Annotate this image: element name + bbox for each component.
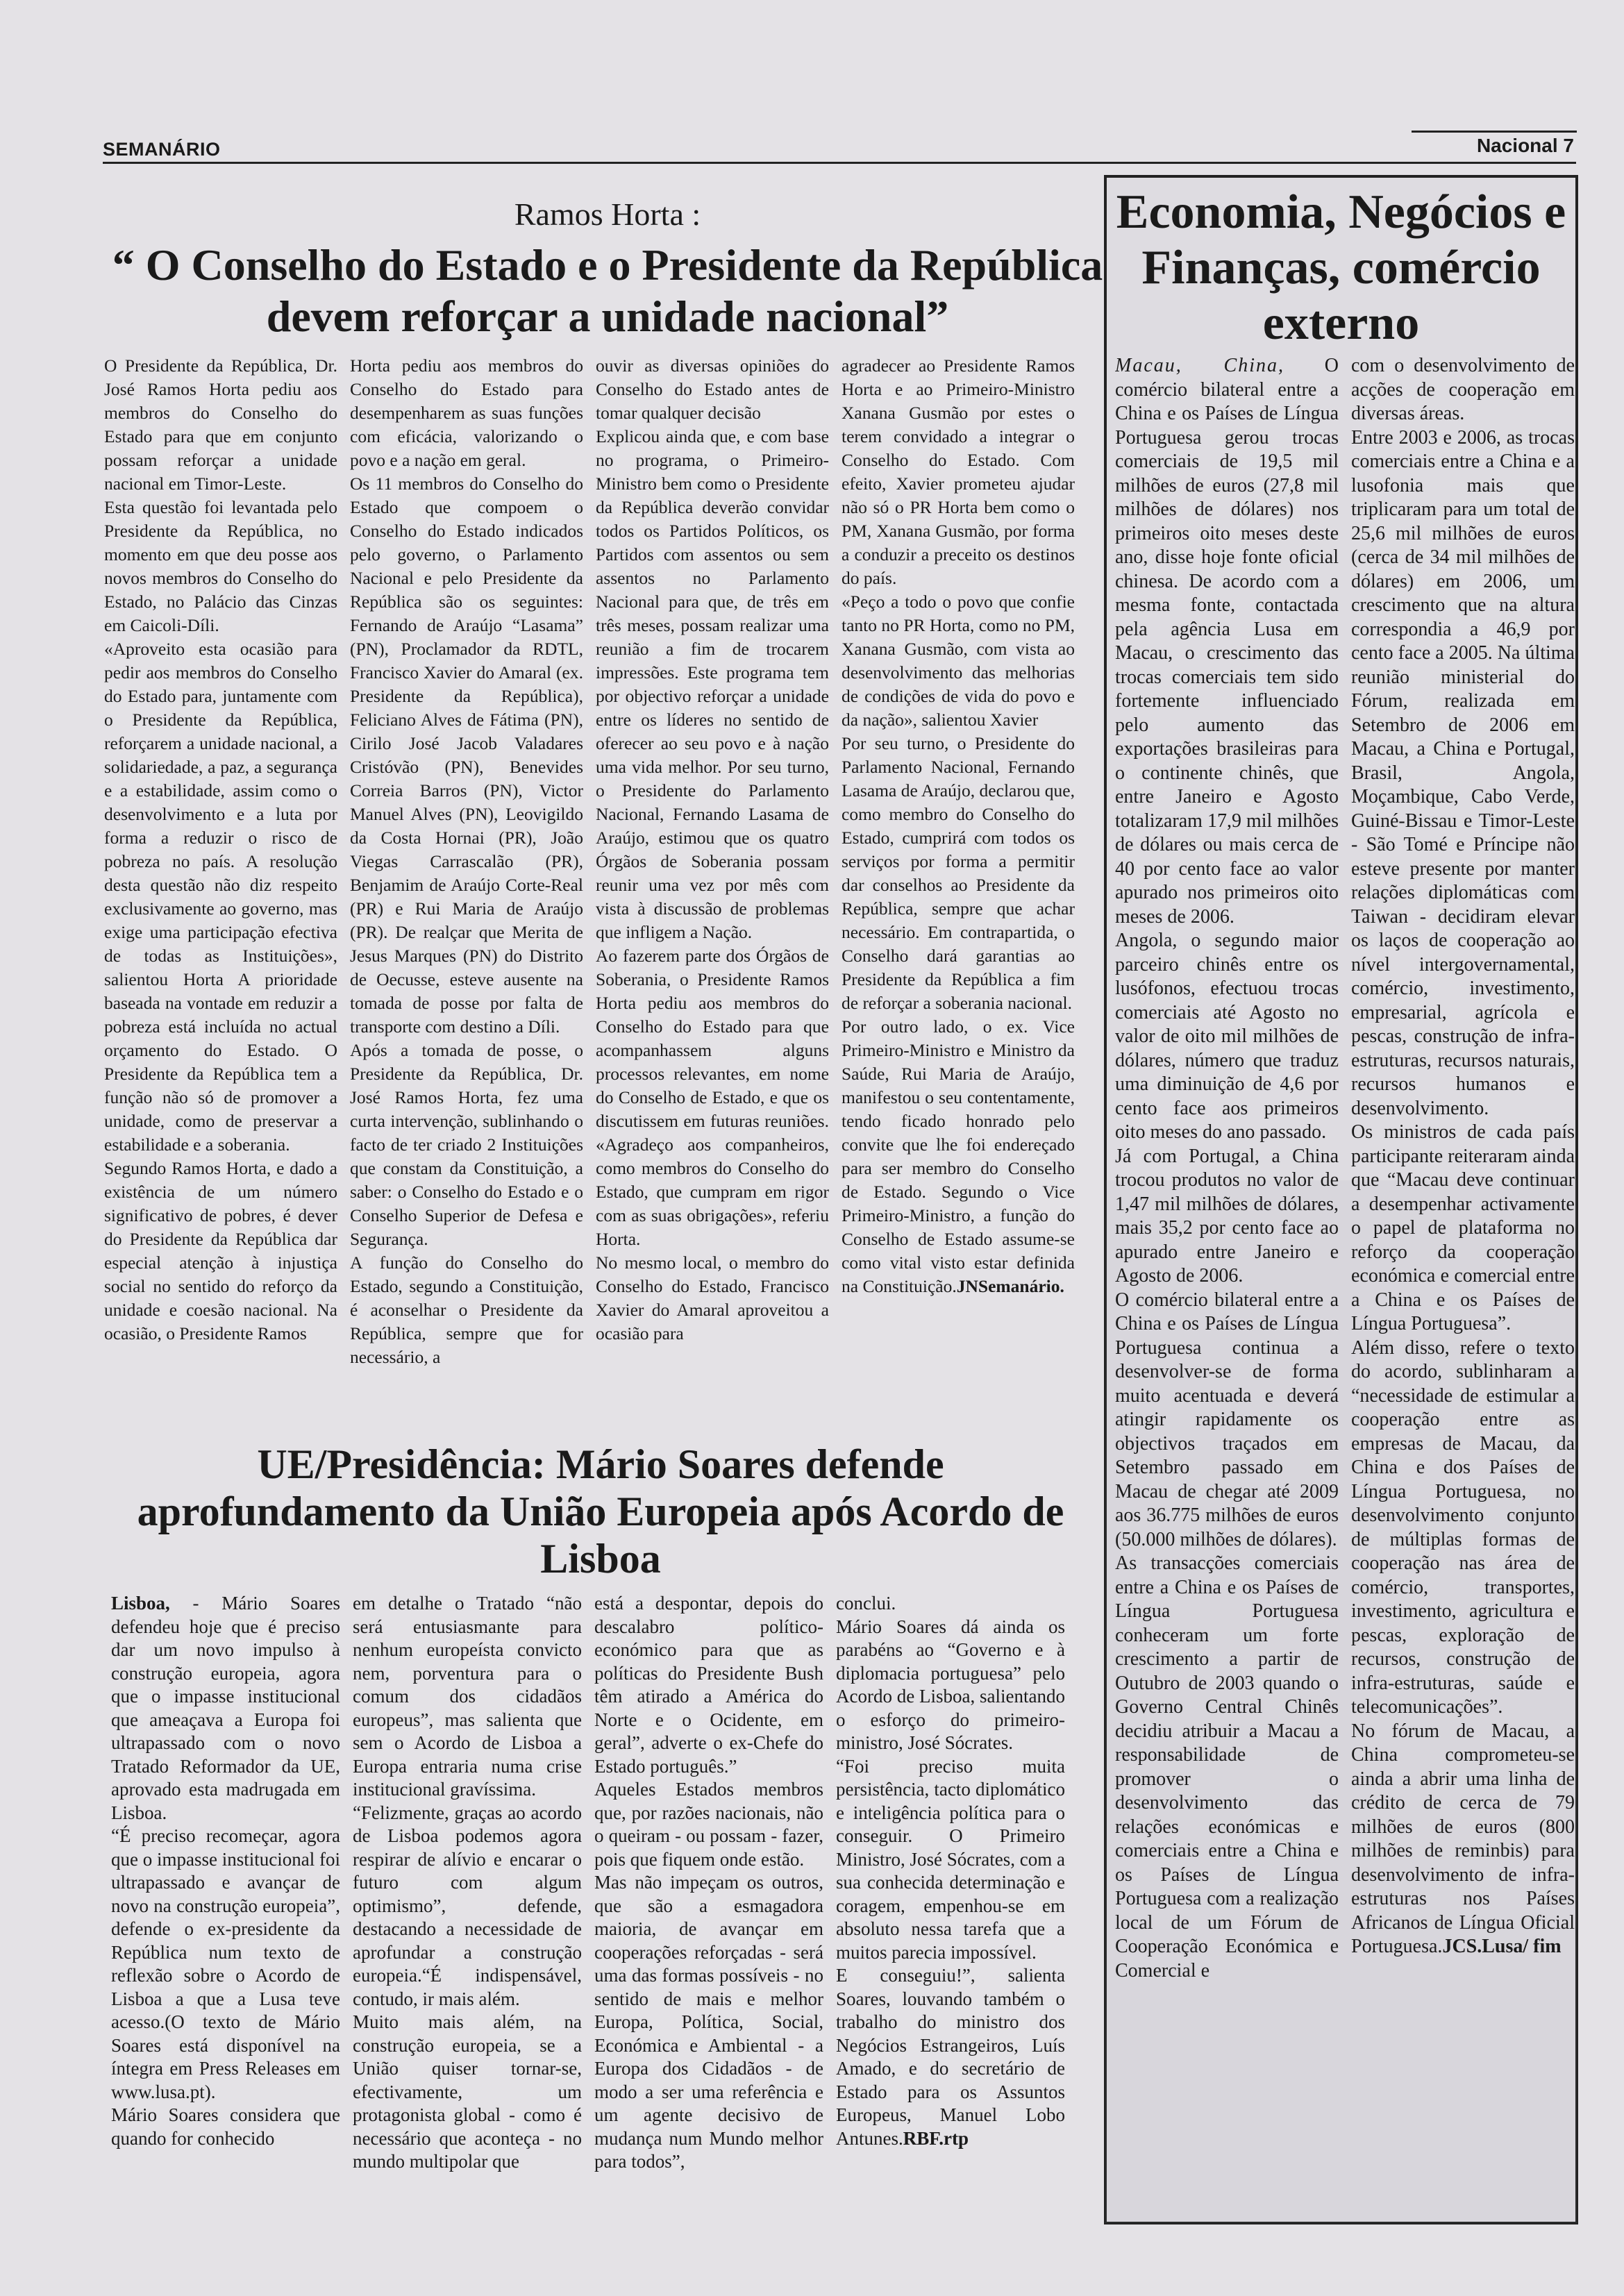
paragraph: “Foi preciso muita persistência, tacto diplomático e inteligência política para o conseguir. O Primeiro Ministro, José Sócrates, com a sua conhecida determinação e coragem, empenhou-se em absoluto nessa tarefa que a muitos parecia impossível.: [836, 1755, 1065, 1963]
paragraph: [1115, 354, 1339, 929]
paragraph: Ao fazerem parte dos Órgãos de Soberania, o Presidente Ramos Horta pediu aos membros do Conselho do Estado para que acompanhassem alguns processos relevantes, em nome do Conselho de Estado, e que os discutissem em futuras reuniões. «Agradeço aos companheiros, como membros do Conselho do Estado, que cumpram em rigor com as suas obrigações», referiu Horta.: [596, 946, 829, 1249]
sidebar-dateline: Macau, China,: [1115, 355, 1284, 376]
article-headline: “ O Conselho do Estado e o Presidente da República devem reforçar a unidade nacional”: [112, 240, 1103, 341]
paragraph: Os ministros de cada país participante reiteraram ainda que “Macau deve continuar a desempenhar activamente o papel de plataforma no reforço da cooperação económica e comercial entre a China e os Países de Língua Portuguesa”.: [1351, 1121, 1575, 1334]
paragraph: Horta pediu aos membros do Conselho do Estado para desempenharem as suas funções com eficácia, valorizando o povo e a nação em geral.: [350, 355, 583, 470]
paragraph: com o desenvolvimento de acções de cooperação em diversas áreas.: [1351, 355, 1575, 424]
sidebar-body: [1115, 354, 1575, 2215]
article-column-1: [104, 354, 337, 1437]
paragraph: em detalhe o Tratado “não será entusiasmante para nenhum europeísta convicto nem, porventura para o comum dos cidadãos europeus”, mas salienta que sem o Acordo de Lisboa a Europa entraria numa crise institucional gravíssima.: [353, 1593, 582, 1800]
publication-name: SEMANÁRIO: [103, 139, 221, 160]
paragraph: Mário Soares dá ainda os parabéns ao “Governo e à diplomacia portuguesa” pelo Acordo de Lisboa, salientando o esforço do primeiro-ministro, José Sócrates.: [836, 1616, 1065, 1753]
second-article-column-1: [111, 1592, 340, 2210]
second-article-headline: UE/Presidência: Mário Soares defende aprofundamento da União Europeia após Acordo de Lisboa: [137, 1441, 1064, 1582]
dateline: Lisboa,: [111, 1593, 170, 1614]
paragraph-text: Por outro lado, o ex. Vice Primeiro-Ministro e Ministro da Saúde, Rui Maria de Araújo, manifestou o seu contentamente, tendo ficado honrado pelo convite que lhe foi endereçado para ser membro do Conselho de Estado. Segundo o Vice Primeiro-Ministro, a função do Conselho de Estado assume-se como vital visto estar definida na Constituição.: [842, 1016, 1075, 1296]
second-article-column-2: [353, 1592, 582, 2210]
paragraph: A função do Conselho do Estado, segundo a Constituição, é aconselhar o Presidente da República, sempre que for necessário, a: [350, 1252, 583, 1367]
article-body: [104, 354, 1075, 1437]
paragraph: As transacções comerciais entre a China e os Países de Língua Portuguesa conheceram um forte crescimento a partir de Outubro de 2003 quando o Governo Central Chinês decidiu atribuir a Macau a responsabilidade de promover o desenvolvimento das relações económicas e comerciais entre a China e os Países de Língua Portuguesa com a realização local de um Fórum de Cooperação Económica e Comercial e: [1115, 1552, 1339, 1981]
sidebar-column-2: [1351, 354, 1575, 2215]
article-signature: RBF.rtp: [903, 2127, 969, 2149]
paragraph-text: E conseguiu!”, salienta Soares, louvando também o trabalho do ministro dos Negócios Estrangeiros, Luís Amado, e do secretário de Estado para os Assuntos Europeus, Manuel Lobo Antunes.: [836, 1965, 1065, 2149]
paragraph: Mário Soares considera que quando for conhecido: [111, 2104, 340, 2149]
paragraph: Angola, o segundo maior parceiro chinês entre os lusófonos, efectuou trocas comerciais até Agosto no valor de oito mil milhões de dólares, número que traduz uma diminuição de 4,6 por cento face aos primeiros oito meses do ano passado.: [1115, 930, 1339, 1143]
second-article-column-4: [836, 1592, 1065, 2210]
masthead-rule: [103, 162, 1576, 164]
second-article-body: [111, 1592, 1065, 2210]
paragraph: Muito mais além, na construção europeia, se a União quiser tornar-se, efectivamente, um protagonista global - como é necessário que aconteça - no mundo multipolar que: [353, 2011, 582, 2172]
paragraph: O comércio bilateral entre a China e os Países de Língua Portuguesa continua a desenvolver-se de forma muito acentuada e deverá atingir rapidamente os objectivos traçados em Setembro passado em Macau de chegar até 2009 aos 36.775 milhões de euros (50.000 milhões de dólares).: [1115, 1289, 1339, 1550]
sidebar-headline: Economia, Negócios e Finanças, comércio externo: [1116, 185, 1566, 350]
second-article-column-3: [594, 1592, 823, 2210]
paragraph: Mas não impeçam os outros, que são a esmagadora maioria, de avançar em cooperações reforçadas - será uma das formas possíveis - no sentido de mais e melhor Europa, Política, Social, Económica e Ambiental - a Europa dos Cidadãos - de modo a ser uma referência e um agente decisivo de mudança num Mundo melhor para todos”,: [594, 1872, 823, 2172]
paragraph: Explicou ainda que, e com base no programa, o Primeiro-Ministro bem como o Presidente da República deverão convidar todos os Partidos Políticos, os Partidos com assentos ou sem assentos no Parlamento Nacional para que, de três em três meses, possam realizar uma reunião a fim de trocarem impressões. Este programa tem por objectivo reforçar a unidade entre os líderes no sentido de oferecer ao seu povo e à nação uma vida melhor. Por seu turno, o Presidente do Parlamento Nacional, Fernando Lasama de Araújo, estimou que os quatro Órgãos de Soberania possam reunir uma vez por mês com vista à discussão de problemas que infligem a Nação.: [596, 426, 829, 942]
paragraph-text: - Mário Soares defendeu hoje que é preciso dar um novo impulso à construção europeia, agora que o impasse institucional que ameaçava a Europa foi ultrapassado com o novo Tratado Reformador da UE, aprovado esta madrugada em Lisboa.: [111, 1593, 340, 1823]
paragraph: [842, 1015, 1075, 1298]
paragraph: Esta questão foi levantada pelo Presidente da República, no momento em que deu posse aos novos membros do Conselho do Estado, no Palácio das Cinzas em Caicoli-Díli.: [104, 497, 337, 635]
paragraph: agradecer ao Presidente Ramos Horta e ao Primeiro-Ministro Xanana Gusmão por estes o terem convidado a integrar o Conselho do Estado. Com efeito, Xavier prometeu ajudar não só o PR Horta bem como o PM, Xanana Gusmão, por forma a conduzir a preceito os destinos do país.: [842, 355, 1075, 588]
paragraph: “Felizmente, graças ao acordo de Lisboa podemos agora respirar de alívio e encarar o futuro com algum optimismo”, defende, destacando a necessidade de aprofundar a construção europeia.“É indispensável, contudo, ir mais além.: [353, 1802, 582, 2009]
paragraph: [1351, 1720, 1575, 1959]
paragraph: O Presidente da República, Dr. José Ramos Horta pediu aos membros do Conselho do Estado para que em conjunto possam reforçar a unidade nacional em Timor-Leste.: [104, 355, 337, 494]
paragraph-text: No fórum de Macau, a China comprometeu-se ainda a abrir uma linha de crédito de cerca de 79 milhões de euros (800 milhões de reminbis) para desenvolvimento de infra-estruturas nos Países Africanos de Língua Oficial Portuguesa.: [1351, 1720, 1575, 1957]
article-signature: JNSemanário.: [956, 1276, 1064, 1296]
paragraph: Já com Portugal, a China trocou produtos no valor de 1,47 mil milhões de dólares, mais 35,2 por cento face ao apurado entre Janeiro e Agosto de 2006.: [1115, 1145, 1339, 1287]
section-page-label: Nacional 7: [1476, 135, 1574, 156]
paragraph: No mesmo local, o membro do Conselho do Estado, Francisco Xavier do Amaral aproveitou a ocasião para: [596, 1252, 829, 1343]
paragraph: Após a tomada de posse, o Presidente da República, Dr. José Ramos Horta, fez uma curta intervenção, sublinhando o facto de ter criado 2 Instituições que constam da Constituição, a saber: o Conselho do Estado e o Conselho Superior de Defesa e Segurança.: [350, 1040, 583, 1249]
paragraph: Por seu turno, o Presidente do Parlamento Nacional, Fernando Lasama de Araújo, declarou que, como membro do Conselho do Estado, cumprirá com todos os serviços por forma a permitir dar conselhos ao Presidente da República, sempre que achar necessário. Em contrapartida, o Conselho dará garantias ao Presidente da República a fim de reforçar a soberania nacional.: [842, 733, 1075, 1013]
paragraph: ouvir as diversas opiniões do Conselho do Estado antes de tomar qualquer decisão: [596, 355, 829, 423]
paragraph-text: O comércio bilateral entre a China e os Países de Língua Portuguesa gerou trocas comerciais de 19,5 mil milhões de euros (27,8 mil milhões de dólares) nos primeiros oito meses deste ano, disse hoje fonte oficial chinesa. De acordo com a mesma fonte, contactada pela agência Lusa em Macau, o crescimento das trocas comerciais tem sido fortemente influenciado pelo aumento das exportações brasileiras para o continente chinês, que entre Janeiro e Agosto totalizaram 17,9 mil milhões de dólares ou mais cerca de 40 por cento face ao valor apurado nos primeiros oito meses de 2006.: [1115, 355, 1339, 928]
page-marker-rule: [1412, 131, 1577, 133]
article-column-2: [350, 354, 583, 1437]
paragraph: Aqueles Estados membros que, por razões nacionais, não o queiram - ou possam - fazer, pois que fiquem onde estão.: [594, 1779, 823, 1870]
article-kicker: Ramos Horta :: [514, 196, 701, 232]
paragraph: «Aproveito esta ocasião para pedir aos membros do Conselho do Estado para, juntamente com o Presidente da República, reforçarem a unidade nacional, a solidariedade, a paz, a segurança e a estabilidade, assim como o desenvolvimento e a luta por forma a reduzir o risco de pobreza no país. A resolução desta questão não diz respeito exclusivamente ao governo, mas exige uma participação efectiva de todas as Instituições», salientou Horta A prioridade baseada na vontade em reduzir a pobreza está incluída no actual orçamento do Estado. O Presidente da República tem a função não só de promover a unidade, como de preservar a estabilidade e a soberania.: [104, 639, 337, 1155]
paragraph: Segundo Ramos Horta, e dado a existência de um número significativo de pobres, é dever do Presidente da República dar especial atenção à injustiça social no sentido do reforço da unidade e coesão nacional. Na ocasião, o Presidente Ramos: [104, 1158, 337, 1343]
article-column-4: [842, 354, 1075, 1437]
sidebar-signature: JCS.Lusa/ fim: [1442, 1936, 1562, 1957]
paragraph: [836, 1964, 1065, 2150]
article-column-3: [596, 354, 829, 1437]
paragraph: Entre 2003 e 2006, as trocas comerciais entre a China e a lusofonia mais que triplicaram para um total de 25,6 mil milhões de euros (cerca de 34 mil milhões de dólares) em 2006, um crescimento que na altura correspondia a 46,9 por cento face a 2005. Na última reunião ministerial do Fórum, realizada em Setembro de 2006 em Macau, a China e Portugal, Brasil, Angola, Moçambique, Cabo Verde, Guiné-Bissau e Timor-Leste - São Tomé e Príncipe não esteve presente por manter relações diplomáticas com Taiwan - decidiram elevar os laços de cooperação ao nível intergovernamental, comércio, investimento, empresarial, agrícola e pescas, construção de infra-estruturas, recursos naturais, recursos humanos e desenvolvimento.: [1351, 426, 1575, 1119]
paragraph: está a despontar, depois do descalabro político-económico para que as políticas do Presidente Bush têm atirado a América do Norte e o Ocidente, em geral”, adverte o ex-Chefe do Estado português.”: [594, 1593, 823, 1777]
paragraph: «Peço a todo o povo que confie tanto no PR Horta, como no PM, Xanana Gusmão, com vista ao desenvolvimento das melhorias de condições de vida do povo e da nação», salientou Xavier: [842, 592, 1075, 730]
paragraph: Além disso, refere o texto do acordo, sublinharam a “necessidade de estimular a cooperação entre as empresas de Macau, da China e dos Países de Língua Portuguesa, no desenvolvimento conjunto de múltiplas formas de cooperação nas área de comércio, transportes, investimento, agricultura e pescas, exploração de recursos, construção de infra-estruturas, saúde e telecomunicações”.: [1351, 1336, 1575, 1718]
paragraph: “É preciso recomeçar, agora que o impasse institucional foi ultrapassado e avançar de novo na construção europeia”, defende o ex-presidente da República num texto de reflexão sobre o Acordo de Lisboa a que a Lusa teve acesso.(O texto de Mário Soares está disponível na íntegra em Press Releases em www.lusa.pt).: [111, 1825, 340, 2102]
paragraph: conclui.: [836, 1593, 896, 1614]
paragraph: Os 11 membros do Conselho do Estado que compoem o Conselho do Estado indicados pelo governo, o Parlamento Nacional e pelo Presidente da República são os seguintes: Fernando de Araújo “Lasama” (PN), Proclamador da RDTL, Francisco Xavier do Amaral (ex. Presidente da República), Feliciano Alves de Fátima (PN), Cirilo José Jacob Valadares Cristóvão (PN), Benevides Correia Barros (PN), Victor Manuel Alves (PN), Leovigildo da Costa Hornai (PR), João Viegas Carrascalão (PR), Benjamim de Araújo Corte-Real (PR) e Rui Maria de Araújo (PR). De realçar que Merita de Jesus Marques (PN) do Distrito de Oecusse, esteve ausente na tomada de posse por falta de transporte com destino a Díli.: [350, 474, 583, 1037]
sidebar-column-1: [1115, 354, 1339, 2215]
paragraph: [111, 1592, 340, 1825]
